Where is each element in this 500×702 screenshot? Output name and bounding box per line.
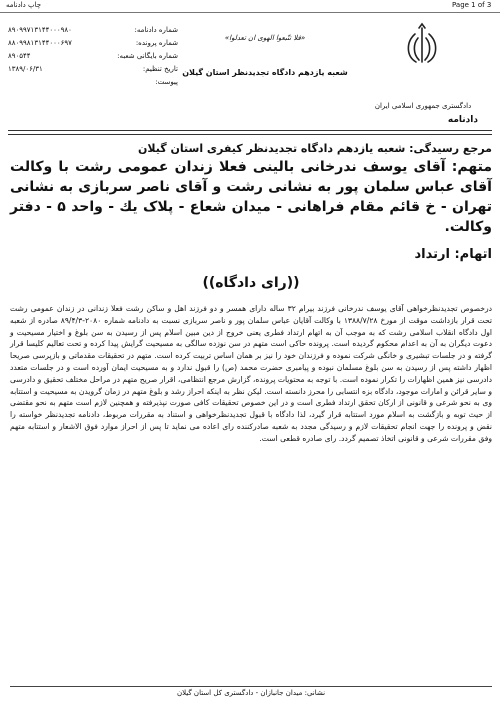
print-title: چاپ دادنامه bbox=[6, 1, 42, 9]
print-header bbox=[0, 0, 500, 12]
page-counter: Page 1 of 3 bbox=[452, 1, 492, 9]
address-footer: نشانی: میدان جانبازان - دادگستری کل استان گیلان bbox=[10, 686, 492, 697]
motto: «فلا تتّبعوا الهوی ان تعدلوا» bbox=[224, 34, 306, 42]
meta-row: پیوست: bbox=[155, 78, 178, 86]
document-type: دادنامه bbox=[444, 115, 482, 125]
verdict-text: درخصوص تجدیدنظرخواهی آقای یوسف ندرخانی فرزند بیرام ۳۲ ساله دارای همسر و دو فرزند اهل و ساکن رشت فعلا زندانی در زندان عمومی رشت تحت قرار بازداشت موقت از مورخ ۱۳۸۸/۷/۲۸ با وکالت آقایان عباس سلمان پور و ناصر سربازی نسبت به دادنامه شماره ۲۰۸۰-۸۹/۴/۳ صادره از شعبه اول دادگاه انقلاب اسلامی رشت که به موجب آن به اتهام ارتداد فطری یعنی خروج از دین مبین اسلام پس از رسیدن به سن بلوغ و اختیار مسیحیت و دعوت دیگران به آن به اعدام محکوم گردیده است. پرونده حاکی است متهم در سن نوزده سالگی به مسیحیت گرایش پیدا کرده و تحت تعالیم کلیسا قرار گرفته و در جلسات تبشیری و خانگی شرکت نموده و فرزندان خود را نیز بر همان اساس تربیت کرده است. متهم در تحقیقات مقدماتی و بازپرسی صریحا اظهار داشته پس از رسیدن به سن بلوغ مسلمان نبوده و پیامبری حضرت محمد (ص) را قبول ندارد و به مسیحیت ایمان آورده است و در جلسات متعدد دادرسی نیز همین اظهارات را تکرار نموده است. با توجه به محتویات پرونده، گزارش مرجع انتظامی، اقرار صریح متهم در مراحل مختلف تحقیق و دادرسی و سایر قرائن و امارات موجود، دادگاه بزه انتسابی را محرز دانسته است. لیکن نظر به اینکه احراز رشد و بلوغ متهم در زمان گرویدن به مسیحیت و استتابه وی به نحو شرعی و قانونی از ارکان تحقق ارتداد فطری است و در این خصوص تحقیقات کافی صورت نپذیرفته و همچنین لازم است متهم به نحو مقتضی از حیث توبه و بازگشت به اسلام مورد استتابه قرار گیرد، لذا دادگاه با قبول تجدیدنظرخواهی و استناد به مقررات مربوط، دادنامه تجدیدنظر خواسته را نقض و پرونده را جهت انجام تحقیقات لازم و رسیدگی مجدد به شعبه صادرکننده رای اعاده می نماید تا پس از احراز موارد فوق الاشعار و استتابه متهم وفق مقررات شرعی و قانونی اتخاذ تصمیم گردد. رای صادره قطعی است. bbox=[10, 304, 492, 443]
meta-row: شماره پرونده: ۸۸۰۹۹۸۱۳۱۴۴۰۰۰۶۹۷ bbox=[8, 39, 178, 47]
document-body bbox=[10, 140, 492, 445]
republic-label: دادگستری جمهوری اسلامی ایران bbox=[374, 102, 472, 110]
header-divider bbox=[8, 130, 492, 135]
accused-section: متهم: آقای یوسف ندرخانی بالینی فعلا زندان عمومی رشت با وکالت آقای عباس سلمان پور به نشانی رشت و آقای ناصر سربازی به نشانی تهران - خ قائم مقام فراهانی - میدان شعاع - پلاک یك - واحد ۵ - دفتر وکالت. bbox=[10, 159, 492, 235]
letterhead-center bbox=[175, 34, 355, 77]
court-name: شعبه یازدهم دادگاه تجدیدنظر استان گیلان bbox=[182, 68, 348, 77]
iran-emblem-icon bbox=[398, 22, 446, 70]
meta-row: تاریخ تنظیم: ۱۳۸۹/۰۶/۳۱ bbox=[8, 65, 178, 73]
letterhead bbox=[0, 14, 500, 134]
verdict-title: ((رای دادگاه)) bbox=[202, 275, 300, 291]
court-reference: مرجع رسیدگی: شعبه یازدهم دادگاه تجدیدنظر کیفری استان گیلان bbox=[138, 142, 492, 155]
charge-label: اتهام: ارتداد bbox=[414, 247, 492, 262]
case-metadata bbox=[8, 24, 178, 89]
meta-row: شماره دادنامه: ۸۹۰۹۹۷۱۳۱۴۴۰۰۰۹۸۰ bbox=[8, 26, 178, 34]
meta-row: شماره بایگانی شعبه: ۸۹۰۵۴۴ bbox=[8, 52, 178, 60]
